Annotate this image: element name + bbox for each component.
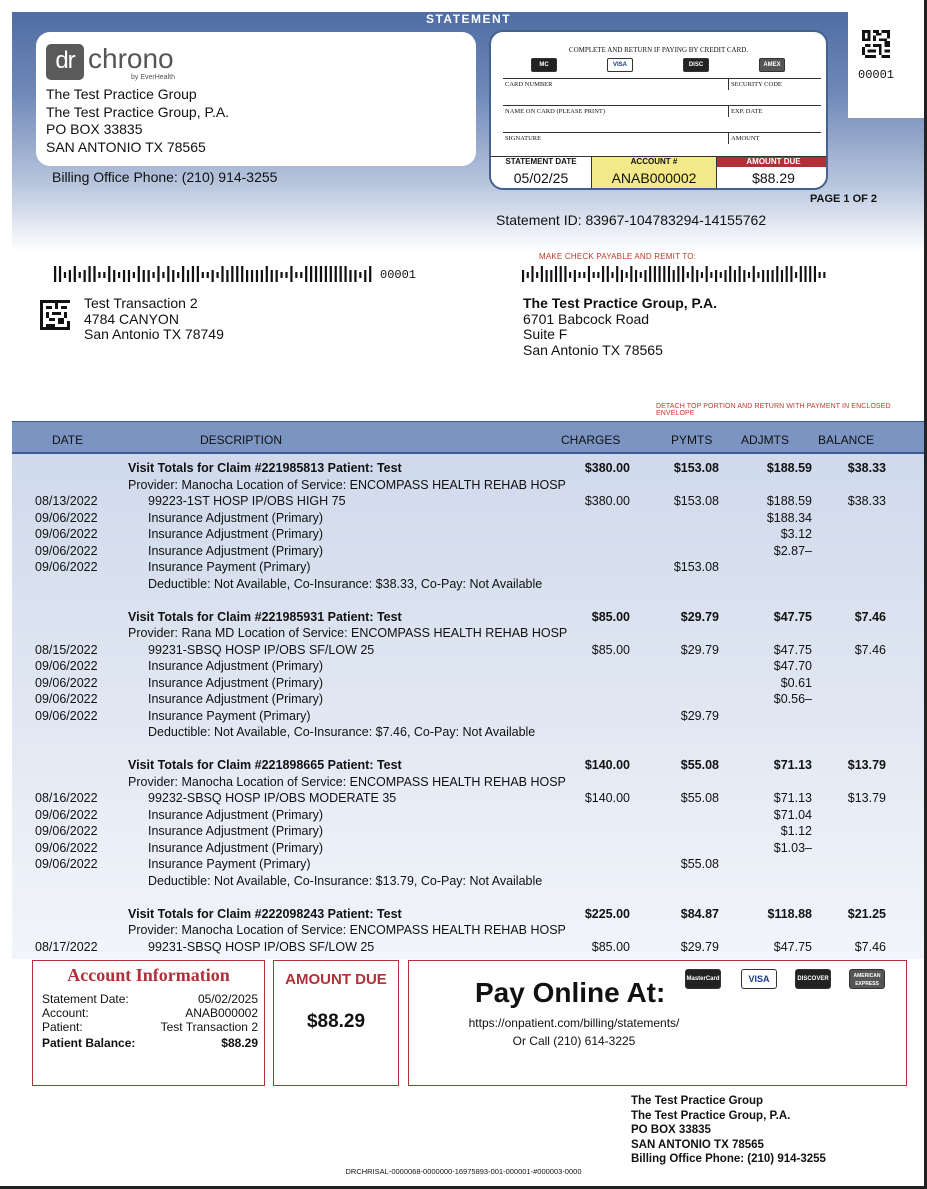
line-description: 99232-SBSQ HOSP IP/OBS MODERATE 35	[148, 791, 397, 805]
name-line	[503, 105, 821, 106]
practice-line: The Test Practice Group, P.A.	[46, 103, 230, 120]
line-adjmts: $0.61	[780, 675, 812, 690]
remit-barcode-icon	[522, 266, 828, 282]
line-adjmts: $1.03–	[773, 840, 812, 855]
line-description: Insurance Payment (Primary)	[148, 708, 311, 723]
line-charges: $140.00	[584, 791, 630, 805]
line-date: 09/06/2022	[35, 692, 98, 706]
line-adjmts: $47.75	[773, 642, 812, 657]
claim-adjmts: $118.88	[767, 906, 812, 921]
line-description: Insurance Adjustment (Primary)	[148, 675, 324, 690]
claim-title: Visit Totals for Claim #221985931 Patient: Test	[128, 609, 402, 624]
line-description: Insurance Adjustment (Primary)	[148, 824, 324, 838]
line-description: 99231-SBSQ HOSP IP/OBS SF/LOW 25	[148, 642, 375, 657]
line-description: Insurance Adjustment (Primary)	[148, 543, 324, 558]
line-date: 09/06/2022	[35, 824, 98, 838]
claim-balance: $21.25	[847, 906, 886, 921]
claim-totals-row	[12, 906, 924, 923]
table-row	[12, 543, 924, 560]
claim-adjmts: $188.59	[766, 461, 812, 475]
footer-line: Billing Office Phone: (210) 914-3255	[631, 1153, 826, 1165]
pay-online-title: Pay Online At:	[475, 977, 666, 1008]
patient-address-line: San Antonio TX 78749	[84, 326, 224, 342]
line-adjmts: $1.12	[780, 824, 812, 838]
statement-date-value: 05/02/25	[513, 170, 569, 186]
claim-note: Deductible: Not Available, Co-Insurance: $7.46, Co-Pay: Not Available	[148, 725, 536, 739]
mastercard-icon: MC	[531, 58, 557, 72]
footer-line: SAN ANTONIO TX 78565	[631, 1138, 764, 1151]
patient-balance-label: Patient Balance:	[42, 1036, 136, 1050]
claim-adjmts: $47.75	[773, 609, 812, 624]
table-row	[12, 526, 924, 543]
line-pymts: $29.79	[680, 642, 719, 657]
line-date: 09/06/2022	[35, 659, 98, 673]
remit-address-line: Suite F	[523, 326, 568, 342]
practice-address-card	[36, 32, 476, 166]
claim-adjmts: $71.13	[773, 758, 812, 772]
header-date: DATE	[52, 433, 84, 447]
billing-office-phone: Billing Office Phone: (210) 914-3255	[52, 169, 278, 185]
footer-line: The Test Practice Group, P.A.	[631, 1109, 791, 1122]
line-adjmts: $47.70	[773, 659, 812, 673]
amount-due-label: AMOUNT DUE	[717, 157, 828, 167]
statement-title: STATEMENT	[425, 12, 512, 26]
line-pymts: $29.79	[680, 939, 719, 954]
footer-line: PO BOX 33835	[631, 1124, 711, 1136]
remit-address-line: 6701 Babcock Road	[523, 310, 650, 327]
signature-label: SIGNATURE	[505, 135, 542, 142]
line-adjmts: $71.13	[773, 791, 812, 805]
statement-date-cell	[491, 157, 591, 190]
line-description: 99231-SBSQ HOSP IP/OBS SF/LOW 25	[148, 939, 375, 954]
patient-address-line: Test Transaction 2	[84, 295, 198, 311]
account-information-box	[32, 960, 265, 1086]
remit-to-label: MAKE CHECK PAYABLE AND REMIT TO:	[539, 252, 697, 261]
claim-note-row	[12, 873, 924, 890]
line-charges: $85.00	[591, 939, 630, 954]
header-balance: BALANCE	[818, 433, 875, 447]
table-row	[12, 823, 924, 840]
remit-name: The Test Practice Group, P.A.	[523, 295, 717, 311]
line-description: Insurance Adjustment (Primary)	[148, 527, 324, 541]
line-date: 09/06/2022	[35, 560, 98, 574]
account-info-value: ANAB000002	[185, 1006, 258, 1020]
statement-id: Statement ID: 83967-104783294-14155762	[496, 212, 767, 228]
mastercard-icon: MasterCard	[685, 969, 721, 989]
line-date: 08/13/2022	[35, 494, 98, 508]
document-tracking-code: DRCHRISAL-0000068-0000000-16975893-001-000001-#000003-0000	[345, 1167, 582, 1176]
line-pymts: $55.08	[680, 857, 719, 871]
amount-label: AMOUNT	[731, 135, 760, 142]
claim-title: Visit Totals for Claim #221985813 Patient: Test	[128, 461, 402, 475]
claim-balance: $38.33	[847, 461, 886, 475]
table-row	[12, 708, 924, 725]
claim-totals-row	[12, 609, 924, 626]
amex-icon: AMEX	[759, 58, 785, 72]
table-row	[12, 840, 924, 857]
amount-due-title: AMOUNT DUE	[285, 971, 387, 988]
line-charges: $85.00	[591, 642, 630, 657]
account-info-label: Account:	[42, 1006, 89, 1020]
table-row	[12, 642, 924, 659]
logo-wordmark: chrono	[88, 43, 174, 74]
header-pymts: PYMTS	[671, 433, 713, 447]
claim-note-row	[12, 576, 924, 593]
pay-online-box	[408, 960, 907, 1086]
claim-pymts: $153.08	[673, 461, 719, 475]
visa-icon: VISA	[741, 969, 777, 989]
patient-qr-code-icon	[40, 300, 70, 330]
claim-pymts: $55.08	[680, 758, 719, 772]
line-balance: $7.46	[854, 939, 886, 954]
table-row	[12, 510, 924, 527]
claim-charges: $85.00	[591, 609, 630, 624]
line-adjmts: $2.87–	[773, 543, 812, 558]
table-row	[12, 675, 924, 692]
statement-detail-table	[12, 421, 924, 959]
account-number-cell	[591, 157, 717, 190]
name-on-card-label: NAME ON CARD (PLEASE PRINT)	[505, 108, 606, 115]
logo-tagline: by EverHealth	[131, 74, 175, 81]
line-description: Insurance Adjustment (Primary)	[148, 510, 324, 525]
card-number-label: CARD NUMBER	[505, 81, 553, 88]
account-number-label: ACCOUNT #	[630, 157, 678, 166]
amount-due-box	[273, 960, 399, 1086]
line-description: Insurance Adjustment (Primary)	[148, 692, 324, 706]
amex-icon: AMERICAN EXPRESS	[849, 969, 885, 989]
header-adjmts: ADJMTS	[741, 433, 789, 447]
account-info-row	[42, 1006, 258, 1020]
line-date: 09/06/2022	[35, 840, 98, 855]
practice-address	[46, 86, 229, 156]
practice-line: PO BOX 33835	[46, 121, 143, 137]
divider	[728, 105, 729, 117]
header-charges: CHARGES	[561, 433, 621, 447]
table-header	[12, 422, 924, 454]
statement-summary-strip	[491, 156, 826, 190]
line-date: 09/06/2022	[35, 527, 98, 541]
claim-provider-row	[12, 922, 924, 939]
credit-card-form	[489, 30, 828, 190]
claim-pymts: $84.87	[680, 906, 719, 921]
line-adjmts: $47.75	[773, 939, 812, 954]
row-spacer	[12, 592, 924, 609]
divider	[728, 132, 729, 144]
line-pymts: $55.08	[680, 791, 719, 805]
line-date: 09/06/2022	[35, 857, 98, 871]
line-date: 09/06/2022	[35, 807, 98, 822]
discover-icon: DISCOVER	[795, 969, 831, 989]
claim-provider: Provider: Rana MD Location of Service: ENCOMPASS HEALTH REHAB HOSP	[128, 626, 568, 640]
remit-address-line: San Antonio TX 78565	[523, 341, 663, 358]
security-code-label: SECURITY CODE	[731, 81, 782, 88]
claim-pymts: $29.79	[680, 609, 719, 624]
line-adjmts: $188.34	[766, 510, 812, 525]
footer-practice-address	[631, 1094, 826, 1167]
table-body	[12, 460, 924, 955]
line-pymts: $153.08	[673, 560, 719, 574]
line-description: Insurance Payment (Primary)	[148, 560, 311, 574]
corner-qr-code-icon	[861, 30, 891, 58]
account-number-value: ANAB000002	[611, 170, 697, 186]
line-description: Insurance Adjustment (Primary)	[148, 659, 324, 673]
corner-number: 00001	[858, 68, 895, 82]
visa-icon: VISA	[607, 58, 633, 72]
drchrono-logo	[46, 42, 226, 82]
pay-by-phone: Or Call (210) 614-3225	[512, 1034, 636, 1048]
claim-provider-row	[12, 774, 924, 791]
claim-provider-row	[12, 477, 924, 494]
table-row	[12, 559, 924, 576]
line-date: 09/06/2022	[35, 708, 98, 723]
claim-charges: $140.00	[584, 758, 630, 772]
account-info-row	[42, 1020, 258, 1034]
table-row	[12, 658, 924, 675]
table-row	[12, 493, 924, 510]
account-info-value: Test Transaction 2	[160, 1020, 258, 1034]
line-balance: $7.46	[854, 642, 886, 657]
patient-mailing-address	[84, 296, 224, 343]
account-information-title: Account Information	[67, 965, 230, 985]
claim-note-row	[12, 724, 924, 741]
table-row	[12, 856, 924, 873]
line-adjmts: $0.56–	[773, 692, 812, 706]
line-pymts: $153.08	[673, 494, 719, 508]
statement-date-label: STATEMENT DATE	[505, 157, 577, 166]
claim-note: Deductible: Not Available, Co-Insurance: $13.79, Co-Pay: Not Available	[148, 873, 543, 888]
amount-due-total: $88.29	[306, 1011, 366, 1032]
page-indicator: PAGE 1 OF 2	[810, 193, 878, 205]
line-pymts: $29.79	[680, 708, 719, 723]
amount-due-cell	[717, 157, 828, 190]
barcode-number: 00001	[380, 268, 417, 282]
line-date: 08/15/2022	[35, 642, 98, 657]
logo-dr-mark: dr	[46, 44, 84, 80]
credit-card-form-title: COMPLETE AND RETURN IF PAYING BY CREDIT CARD.	[568, 46, 749, 54]
claim-title: Visit Totals for Claim #222098243 Patient: Test	[128, 906, 402, 921]
patient-balance-row	[42, 1036, 258, 1050]
table-row	[12, 939, 924, 956]
line-balance: $13.79	[847, 791, 886, 805]
account-info-label: Statement Date:	[42, 992, 129, 1006]
row-spacer	[12, 889, 924, 906]
patient-address-line: 4784 CANYON	[84, 310, 179, 327]
account-info-value: 05/02/2025	[197, 992, 258, 1006]
claim-balance: $7.46	[854, 609, 886, 624]
corner-box	[848, 12, 924, 118]
header-description: DESCRIPTION	[200, 433, 283, 447]
line-adjmts: $3.12	[780, 527, 812, 541]
line-date: 09/06/2022	[35, 543, 98, 558]
line-balance: $38.33	[847, 494, 886, 508]
claim-provider: Provider: Manocha Location of Service: ENCOMPASS HEALTH REHAB HOSP	[128, 923, 566, 937]
line-description: 99223-1ST HOSP IP/OBS HIGH 75	[148, 494, 346, 508]
claim-balance: $13.79	[847, 758, 886, 772]
pay-online-url[interactable]: https://onpatient.com/billing/statements/	[468, 1016, 680, 1030]
line-adjmts: $188.59	[766, 494, 812, 508]
detach-instruction: DETACH TOP PORTION AND RETURN WITH PAYMENT IN ENCLOSED ENVELOPE	[656, 403, 891, 417]
claim-provider: Provider: Manocha Location of Service: ENCOMPASS HEALTH REHAB HOSP	[128, 774, 566, 789]
amount-due-value: $88.29	[752, 170, 795, 186]
line-description: Insurance Adjustment (Primary)	[148, 807, 324, 822]
patient-balance-value: $88.29	[221, 1036, 258, 1050]
practice-line: The Test Practice Group	[46, 86, 197, 102]
claim-title: Visit Totals for Claim #221898665 Patient: Test	[128, 758, 402, 772]
table-row	[12, 790, 924, 807]
practice-line: SAN ANTONIO TX 78565	[46, 138, 206, 155]
footer-line: The Test Practice Group	[631, 1095, 764, 1107]
line-charges: $380.00	[584, 494, 630, 508]
claim-totals-row	[12, 460, 924, 477]
line-description: Insurance Adjustment (Primary)	[148, 840, 324, 855]
line-adjmts: $71.04	[773, 807, 812, 822]
table-row	[12, 691, 924, 708]
line-description: Insurance Payment (Primary)	[148, 857, 311, 871]
account-info-label: Patient:	[42, 1020, 83, 1034]
claim-charges: $380.00	[584, 461, 630, 475]
claim-charges: $225.00	[584, 906, 630, 921]
line-date: 08/17/2022	[35, 939, 98, 954]
divider	[728, 78, 729, 90]
line-date: 08/16/2022	[35, 791, 98, 805]
account-info-row	[42, 992, 258, 1006]
line-date: 09/06/2022	[35, 510, 98, 525]
exp-date-label: EXP. DATE	[731, 108, 763, 115]
postal-barcode-icon	[54, 266, 374, 282]
card-number-line	[503, 78, 821, 79]
claim-provider: Provider: Manocha Location of Service: ENCOMPASS HEALTH REHAB HOSP	[128, 477, 566, 492]
claim-provider-row	[12, 625, 924, 642]
line-date: 09/06/2022	[35, 675, 98, 690]
claim-totals-row	[12, 757, 924, 774]
discover-icon: DISC	[683, 58, 709, 72]
claim-note: Deductible: Not Available, Co-Insurance: $38.33, Co-Pay: Not Available	[148, 576, 543, 591]
row-spacer	[12, 741, 924, 758]
table-row	[12, 807, 924, 824]
signature-line	[503, 132, 821, 133]
remit-address	[523, 296, 717, 358]
